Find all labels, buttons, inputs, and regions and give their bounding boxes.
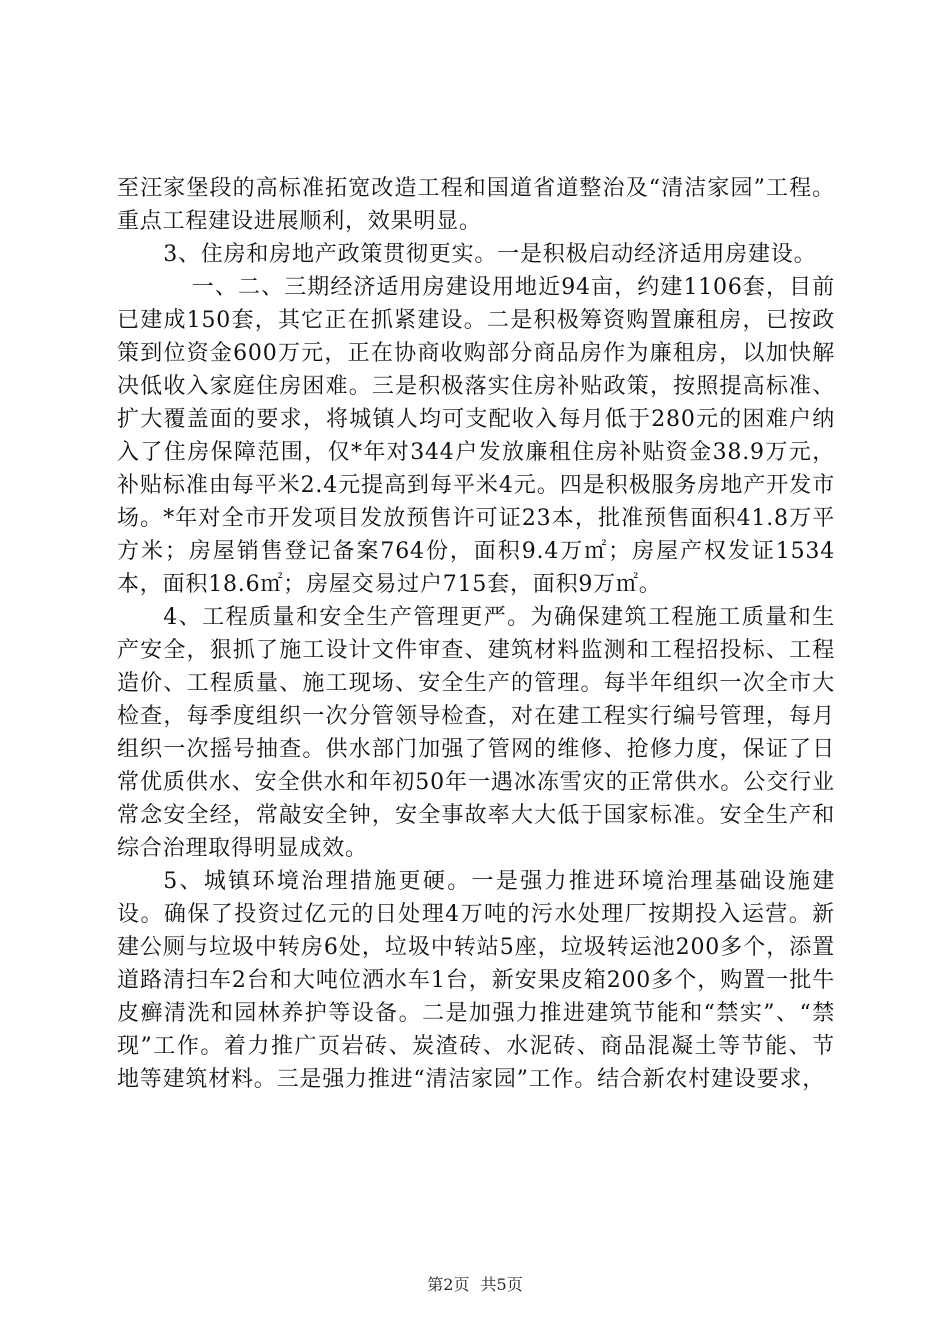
page-total: 共5页 xyxy=(480,1275,523,1294)
page-footer xyxy=(0,1275,950,1295)
paragraph-housing-policy: 3、住房和房地产政策贯彻更实。一是积极启动经济适用房建设。 xyxy=(163,242,817,267)
paragraph-quality-safety: 4、工程质量和安全生产管理更严。为确保建筑工程施工质量和生产安全，狠抓了施工设计文件审查、建筑材料监测和工程招投标、工程造价、工程质量、施工现场、安全生产的管理。每半年组织一次全市大检查，每季度组织一次分管领导检查，对在建工程实行编号管理，每月组织一次摇号抽查。供水部门加强了管网的维修、抢修力度，保证了日常优质供水、安全供水和年初50年一遇冰冻雪灾的正常供水。公交行业常念安全经，常敲安全钟，安全事故率大大低于国家标准。安全生产和综合治理取得明显成效。 xyxy=(117,605,835,861)
paragraph-affordable-housing: 一、二、三期经济适用房建设用地近94亩，约建1106套，目前已建成150套，其它正在抓紧建设。二是积极筹资购置廉租房，已按政策到位资金600万元，正在协商收购部分商品房作为廉租房，以加快解决低收入家庭住房困难。三是积极落实住房补贴政策，按照提高标准、扩大覆盖面的要求，将城镇人均可支配收入每月低于280元的困难户纳入了住房保障范围，仅*年对344户发放廉租住房补贴资金38.9万元，补贴标准由每平米2.4元提高到每平米4元。四是积极服务房地产开发市场。*年对全市开发项目发放预售许可证23本，批准预售面积41.8万平方米；房屋销售登记备案764份，面积9.4万㎡；房屋产权发证1534本，面积18.6㎡；房屋交易过户715套，面积9万㎡。 xyxy=(117,275,835,597)
page-number: 第2页 xyxy=(427,1275,470,1294)
paragraph-continuation: 至汪家堡段的高标准拓宽改造工程和国道省道整治及“清洁家园”工程。重点工程建设进展顺利，效果明显。 xyxy=(117,176,835,234)
document-body xyxy=(117,172,835,1096)
paragraph-environment: 5、城镇环境治理措施更硬。一是强力推进环境治理基础设施建设。确保了投资过亿元的日处理4万吨的污水处理厂按期投入运营。新建公厕与垃圾中转房6处，垃圾中转站5座，垃圾转运池200多个，添置道路清扫车2台和大吨位洒水车1台，新安果皮箱200多个，购置一批牛皮癣清洗和园林养护等设备。二是加强力推进建筑节能和“禁实”、“禁现”工作。着力推广页岩砖、炭渣砖、水泥砖、商品混凝土等节能、节地等建筑材料。三是强力推进“清洁家园”工作。结合新农村建设要求， xyxy=(117,869,835,1092)
